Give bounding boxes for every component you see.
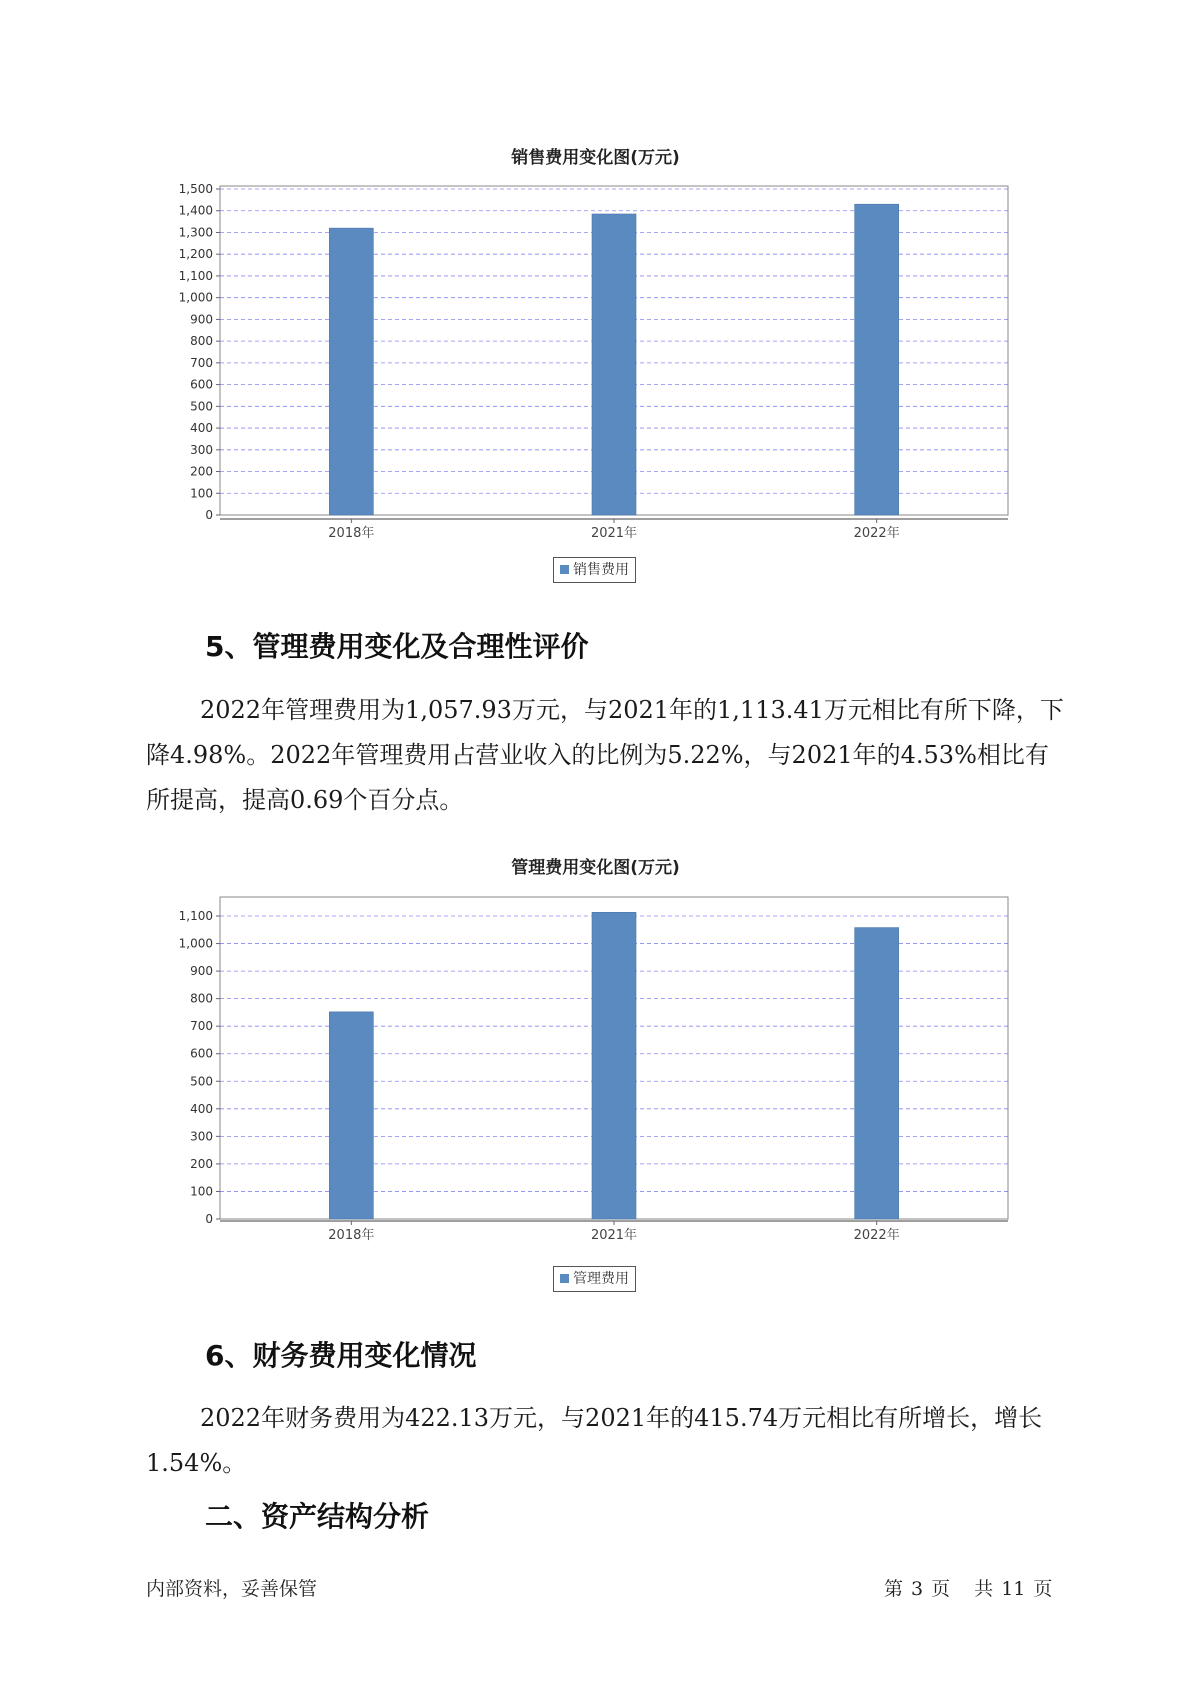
total-prefix: 共 <box>974 1578 994 1600</box>
x-tick-label: 2021年 <box>590 1228 638 1243</box>
bar-2021年 <box>592 912 636 1219</box>
y-tick-label: 200 <box>190 1156 213 1171</box>
y-tick-label: 800 <box>190 334 213 349</box>
x-tick-label: 2021年 <box>590 526 638 541</box>
y-tick-label: 900 <box>190 312 213 327</box>
y-tick-label: 400 <box>190 421 213 436</box>
y-tick-label: 300 <box>190 1129 213 1144</box>
total-pages: 11 <box>1001 1578 1026 1600</box>
page-unit: 页 <box>931 1578 951 1600</box>
y-tick-label: 1,000 <box>178 936 213 951</box>
section-paragraph-finance: 2022年财务费用为422.13万元，与2021年的415.74万元相比有所增长，增长1.54%。 <box>146 1404 1043 1477</box>
legend-label: 销售费用 <box>573 562 629 578</box>
y-tick-label: 600 <box>190 1046 213 1061</box>
legend-swatch <box>560 1274 569 1283</box>
y-tick-label: 800 <box>190 991 213 1006</box>
bar-2022年 <box>855 928 899 1219</box>
y-tick-label: 0 <box>205 1212 213 1226</box>
sales-expense-chart <box>0 170 1191 557</box>
y-tick-label: 200 <box>190 464 213 479</box>
y-tick-label: 700 <box>190 1019 213 1034</box>
section-heading-mgmt: 5、管理费用变化及合理性评价 <box>205 630 589 663</box>
y-tick-label: 1,300 <box>178 225 213 240</box>
x-tick-label: 2018年 <box>328 526 375 541</box>
total-unit: 页 <box>1033 1578 1053 1600</box>
y-tick-label: 600 <box>190 377 213 392</box>
y-tick-label: 500 <box>190 1074 213 1089</box>
y-tick-label: 1,000 <box>178 290 213 305</box>
section-paragraph-mgmt: 2022年管理费用为1,057.93万元，与2021年的1,113.41万元相比有所下降，下降4.98%。2022年管理费用占营业收入的比例为5.22%，与2021年的4.53%相比有所提高，提高0.69个百分点。 <box>146 696 1064 814</box>
y-tick-label: 700 <box>190 355 213 370</box>
y-tick-label: 900 <box>190 964 213 979</box>
y-tick-label: 1,100 <box>178 909 213 923</box>
y-tick-label: 100 <box>190 1184 213 1199</box>
mgmt-chart-title: 管理费用变化图(万元) <box>511 858 680 878</box>
sales-chart-legend <box>553 557 636 583</box>
legend-label: 管理费用 <box>573 1271 629 1287</box>
x-tick-label: 2022年 <box>853 1228 900 1243</box>
bar-2018年 <box>329 228 373 515</box>
bar-2022年 <box>855 204 899 515</box>
y-tick-label: 500 <box>190 399 213 414</box>
y-tick-label: 1,400 <box>178 203 213 218</box>
bar-2021年 <box>592 214 636 515</box>
mgmt-expense-chart <box>0 880 1191 1259</box>
section-heading-asset: 二、资产结构分析 <box>205 1500 430 1533</box>
page-number: 3 <box>911 1578 924 1600</box>
y-tick-label: 0 <box>205 508 213 522</box>
bar-2018年 <box>329 1012 373 1219</box>
y-tick-label: 300 <box>190 442 213 457</box>
section-heading-finance: 6、财务费用变化情况 <box>205 1339 477 1372</box>
x-tick-label: 2022年 <box>853 526 900 541</box>
y-tick-label: 400 <box>190 1101 213 1116</box>
legend-swatch <box>560 565 569 574</box>
sales-chart-title: 销售费用变化图(万元) <box>511 148 680 168</box>
y-tick-label: 100 <box>190 486 213 501</box>
y-tick-label: 1,200 <box>178 247 213 262</box>
y-tick-label: 1,100 <box>178 268 213 283</box>
mgmt-chart-legend <box>553 1266 636 1292</box>
footer-page-info <box>880 1574 1056 1601</box>
page-prefix: 第 <box>884 1578 904 1600</box>
x-tick-label: 2018年 <box>328 1228 375 1243</box>
footer-confidential: 内部资料，妥善保管 <box>146 1578 318 1600</box>
y-tick-label: 1,500 <box>178 182 213 196</box>
